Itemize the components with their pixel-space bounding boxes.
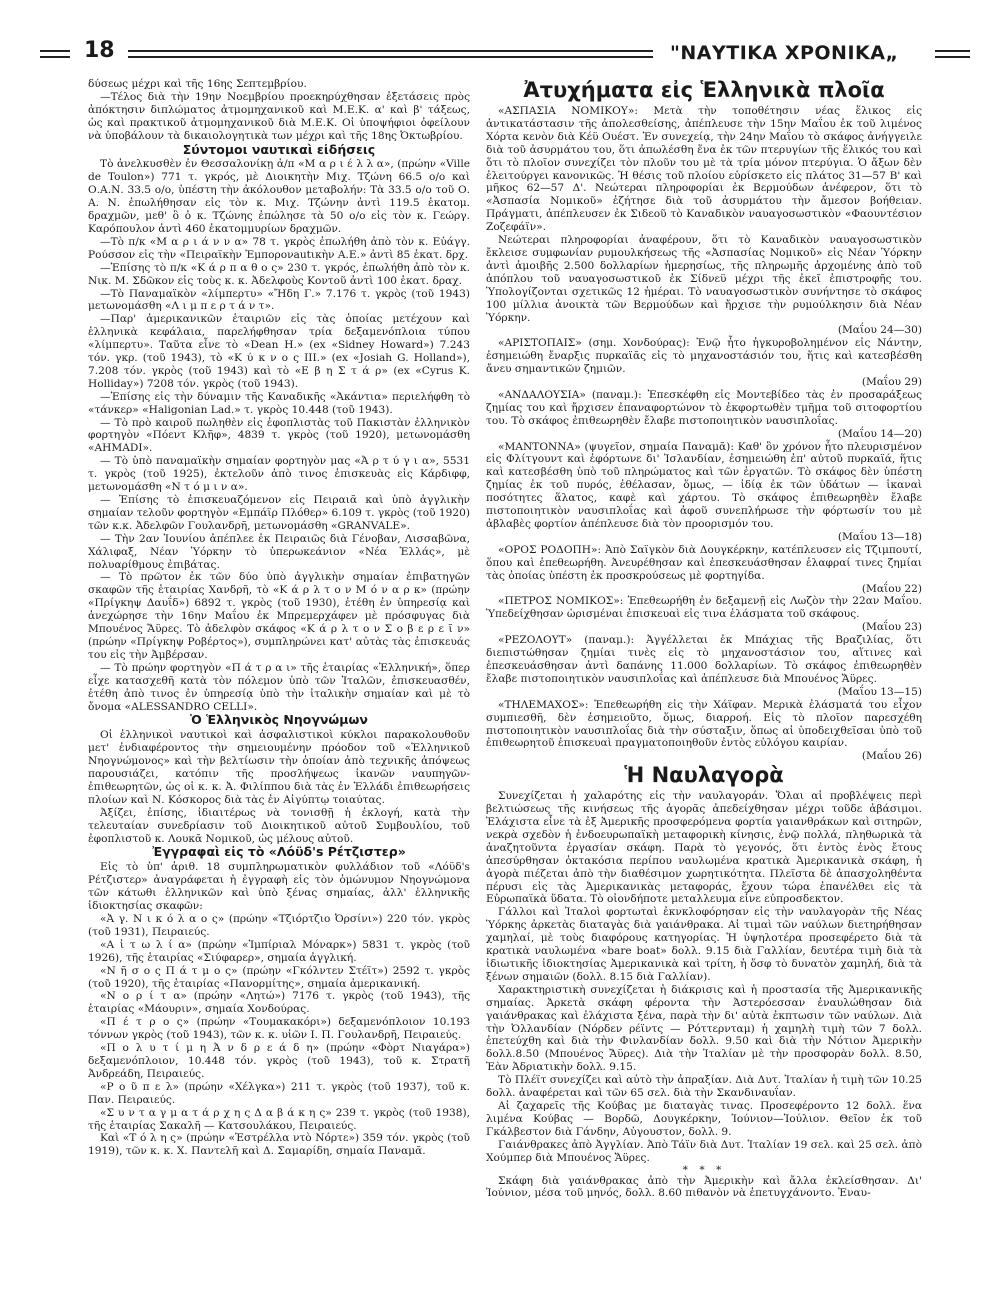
paragraph: «ΠΕΤΡΟΣ ΝΟΜΙΚΟΣ»: Ἐπεθεωρήθη ἐν δεξαμενῇ εἰς Λωζὸν τὴν 22αν Μαΐου. Ὑπεδείχθησαν ὡρισμέναι ἐπισκευαὶ εἰς τινα ἐλάσματα τοῦ σκάφους. — [486, 595, 922, 621]
paragraph: — Τὴν 2αν Ἰουνίου ἀπέπλεε ἐκ Πειραιῶς διὰ Γένοβαν, Λισσαβῶνα, Χάλιφαξ, Νέαν Ὑόρκην τὸ ὑπερωκεάνιον «Νέα Ἑλλάς», μὲ πολυαρίθμους ἐπιβάτας. — [88, 532, 470, 571]
paragraph: «ΟΡΟΣ ΡΟΔΟΠΗ»: Ἀπὸ Σαϊγκὸν διὰ Δουγκέρκην, κατέπλευσεν εἰς Τζιμπουτί, ὅπου καὶ ἐπεθεωρήθη. Ἀνευρέθησαν καὶ ἐπεσκευάσθησαν ἐλαφραί τινες ζημίαι τὰς ὁποίας ὑπέστη ἐκ προσκρούσεως μὲ φορτηγίδα. — [486, 543, 922, 582]
paragraph: —Τὸ π/κ «Μ α ρ ι ά ν ν α» 78 τ. γκρὸς ἐπωλήθη ἀπὸ τὸν κ. Εὐάγγ. Ρούσσον εἰς τὴν «Πειραϊκὴν Ἐμπορονautικὴν Α.Ε.» ἀντὶ 85 ἑκατ. δρχ. — [88, 235, 470, 261]
ship-entry: «Ν ῆ σ ο ς Π ά τ μ ο ς» (πρώην «Γκόλντεν Στέϊτ») 2592 τ. γκρὸς (τοῦ 1920), τῆς ἑταιρίας «Πανορμίτης», σημαία ἀμερικανική. — [88, 964, 470, 990]
section-heading: Ἐγγραφαὶ εἰς τὸ «Λόϋδ's Ρέτζιστερ» — [152, 844, 406, 860]
dateline: (Μαΐου 13—15) — [837, 685, 922, 698]
page-header — [40, 40, 960, 70]
ship-entry: «Ν ο ρ ί τ α» (πρώην «Λητώ») 7176 τ. γκρὸς (τοῦ 1943), τῆς ἑταιρίας «Μάουριν», σημαία Χονδούρας. — [88, 990, 470, 1016]
dateline: (Μαΐου 14—20) — [837, 427, 922, 440]
dateline: (Μαΐου 26) — [861, 750, 922, 763]
dateline: (Μαΐου 24—30) — [837, 324, 922, 337]
header-rule — [935, 50, 970, 58]
dateline: (Μαΐου 22) — [861, 582, 922, 595]
paragraph: —Ἐπίσης τὸ π/κ «Κ ά ρ π α θ ο ς» 230 τ. γκρός, ἐπωλήθη ἀπὸ τὸν κ. Νικ. Μ. Σδῶκον εἰς τοὺς κ. κ. Ἀδελφοὺς Κοντοῦ ἀντὶ 100 ἑκατ. δραχ. — [88, 261, 470, 287]
paragraph: «ΤΗΛΕΜΑΧΟΣ»: Ἐπεθεωρήθη εἰς τὴν Χάϊφαν. Μερικὰ ἐλάσματά του εἶχον συμπιεσθῆ, δὲν ἐσημειοῦτο, ὅμως, διαρροή. Εἰς τὸ πλοῖον παρεσχέθη πιστοποιητικὸν ναυσιπλοΐας διὰ τὴν σύσταξιν, ὅπως αἱ ὑποδειχθεῖσαι ὑπὸ τοῦ ἐπιθεωρητοῦ ἐπισκευαὶ πραγματοποιηθοῦν ἐντὸς εὐλόγου καιρίαν. — [486, 698, 922, 750]
ship-entry: «Α ἰ τ ω λ ί α» (πρώην «Ἰμπίριαλ Μόναρκ») 5831 τ. γκρὸς (τοῦ 1926), τῆς ἑταιρίας «Σιύφαρερ», σημαία ἀγγλική. — [88, 938, 470, 964]
paragraph: «ΑΡΙΣΤΟΠΑΙΣ» (σημ. Χονδούρας): Ἐνῷ ἦτο ἠγκυροβολημένον εἰς Νάντην, ἐσημειώθη ἔναρξις πυρκαϊᾶς εἰς τὸ μηχανοστάσιόν του, ἥτις καὶ κατεσβέσθη ἄνευ σημαντικῶν ζημιῶν. — [486, 337, 922, 376]
header-rule — [128, 50, 653, 58]
ship-entry: «Ἀ γ. Ν ι κ ό λ α ο ς» (πρώην «Τζιόρτζιο Ὀρσίνι») 220 τόν. γκρὸς (τοῦ 1931), Πειραιεύς. — [88, 913, 470, 938]
paragraph: —Τέλος διὰ τὴν 19ην Νοεμβρίου προεκηρύχθησαν ἐξετάσεις πρὸς ἀπόκτησιν διπλώματος ἀτμομηχανικοῦ καὶ Μ.Ε.Κ. α' καὶ β' τάξεως, ὡς καὶ πρακτικοῦ ἀτμομηχανικοῦ διὰ Μ.Ε.Κ. Οἱ ὑποψήφιοι ὀφείλουν νὰ ὑποβάλουν τὰ δικαιολογητικὰ των μέχρι καὶ τῆς 18ης Ὀκτωβρίου. — [88, 90, 470, 142]
paragraph: «ΑΣΠΑΣΙΑ ΝΟΜΙΚΟΥ»: Μετὰ τὴν τοποθέτησιν νέας ἕλικος εἰς ἀντικατάστασιν τῆς ἀπολεσθείσης, ἀπέπλευσε τὴν 15ην Μαΐου ἐκ τοῦ λιμένος Χόρτα κενὸν διὰ Κέϋ Ουέστ. Ἐν συνεχείᾳ, τὴν 24ην Μαΐου τὸ σκάφος ἀνήγγειλε διὰ τοῦ ἀσυρμάτου του, ὅτι ἀπωλέσθη ἕνα ἐκ τῶν πτερυγίων τῆς ἕλικός του καὶ ὅτι τὸ πλοῖον συνεχίζει τὸν πλοῦν του μὲ τὰ τρία μόνον πτερύγια. Ὁ ἄξων δὲν ἐλειτούργει κανονικῶς. Ἡ θέσις τοῦ πλοίου εὑρίσκετο εἰς πλάτος 31—57 Β' καὶ μῆκος 62—57 Δ'. Νεώτεραι πληροφορίαι ἐκ Βερμούδων ἀνέφερον, ὅτι τὸ «Ἀσπασία Νομικοῦ» ἐζήτησε διὰ τοῦ ἀσυρμάτου τὴν ἄμεσον βοήθειαν. Πράγματι, ἀπέπλευσεν ἐκ Σιδεοῦ τὸ Καναδικὸν ναυαγοσωστικὸν «Φαουντέσιον Ζοζεφάϊν». — [486, 105, 922, 234]
paragraph: — Τὸ πρὸ καιροῦ πωληθὲν εἰς ἐφοπλιστὰς τοῦ Πακιστὰν ἑλληνικὸν φορτηγὸν «Πόεντ Κλῆφ», 4839 τ. γκρὸς (τοῦ 1920), μετωνομάσθη «AHMADI». — [88, 416, 470, 455]
paragraph: Ἀξίζει, ἐπίσης, ἰδιαιτέρως νὰ τονισθῇ ἡ ἐκλογή, κατὰ τὴν τελευταίαν συνεδρίασιν τοῦ Διοικητικοῦ αὐτοῦ Συμβουλίου, τοῦ ἐφοπλιστοῦ κ. Λουκᾶ Νομικοῦ, ὡς μέλους αὐτοῦ. — [88, 806, 470, 845]
paragraph: —Παρ' ἀμερικανικῶν ἑταιριῶν εἰς τὰς ὁποίας μετέχουν καὶ ἑλληνικὰ κεφάλαια, παρελήφθησαν τρία δεξαμενόπλοια τύπου «λίμπερτυ». Ταῦτα εἶνε τὸ «Dean H.» (ex «Sidney Howard») 7.243 τόν. γκρ. (τοῦ 1943), τὸ «Κ ύ κ ν ο ς ΙΙΙ.» (ex «Josiah G. Holland»), 7.208 τόν. γκρὸς (τοῦ 1943) καὶ τὸ «Ε β η Σ τ ά ρ» (ex «Cyrus K. Holliday») 7208 τόν. γκρὸς (τοῦ 1943). — [88, 313, 470, 390]
paragraph: Χαρακτηριστικὴ συνεχίζεται ἡ διάκρισις καὶ ἡ προστασία τῆς Ἀμερικανικῆς σημαίας. Ἀρκετὰ σκάφη φέροντα τὴν Ἀστερόεσσαν ἐναυλώθησαν διὰ γαιάνθρακας καὶ ἐλάχιστα ξένα, παρὰ τὴν δι' αὐτὰ ἐκπτωσιν τῶν ναύλων. Διὰ τὴν Ὀλλανδίαν (Νόρδεν ρέϊντς — Ρόττερνταμ) ἡ χαμηλὴ τιμὴ τῶν 7 δολλ. ἐπετεύχθη καὶ διὰ τὴν Φινλανδίαν δολλ. 9.50 καὶ διὰ τὴν Νότιον Ἀμερικὴν δολλ.8.50 (Μπουένος Ἄϋρες). Διὰ τὴν Ἰταλίαν μὲ τὴν προσφορὰν δολλ. 8.50, Ἐὰν Ἀδριατικὴν δολλ. 9.15. — [486, 983, 922, 1074]
paragraph: «ΡΕΖΟΛΟΥΤ» (παναμ.): Ἀγγέλλεται ἐκ Μπάχιας τῆς Βραζιλίας, ὅτι διεπιστώθησαν ζημίαι τινὲς εἰς τὸ μηχανοστάσιον του, αἵτινες καὶ ἐπεσκευάσθησαν ἀντὶ δαπάνης 11.000 δολλαρίων. Τὸ σκάφος ἐπιθεωρηθὲν ἔλαβε πιστοποιητικὸν ναυσιπλοΐας καὶ ἀπέπλευσε διὰ Μπουένος Ἄϋρες. — [486, 634, 922, 685]
paragraph: Τὸ ἀνελκυσθὲν ἐν Θεσσαλονίκῃ ἀ/π «Μ α ρ ι έ λ λ α», (πρώην «Ville de Toulon») 771 τ. γκρός, μὲ Διοικητὴν Μιχ. Τζώνη 66.5 ο/ο καὶ Ο.Α.Ν. 33.5 ο/ο, ὑπέστη τὴν ἀκόλουθον μεταβολήν: Τὰ 33.5 ο/ο τοῦ Ο. Α. Ν. ἐπωλήθησαν εἰς τὸν κ. Μιχ. Τζώνην ἀντὶ 119.5 ἑκατομ. δραχμῶν, μεθ' ὃ ὁ κ. Τζώνης ἐπώλησε τὰ 50 ο/ο εἰς τὸν κ. Γεώργ. Καρόπουλον ἀντὶ 460 ἑκατομμυρίων δραχμῶν. — [88, 158, 470, 235]
paragraph: Νεώτεραι πληροφορίαι ἀναφέρουν, ὅτι τὸ Καναδικὸν ναυαγοσωστικὸν ἔκλεισε συμφωνίαν ρυμουλκήσεως τῆς «Ἀσπασίας Νομικοῦ» εἰς Νέαν Ὑόρκην ἀντὶ ἀμοιβῆς 2.500 δολλαρίων ἡμερησίως, τῆς πληρωμῆς ἀρχομένης ἀπὸ τοῦ ἀπόπλου τοῦ ναυαγοσωστικοῦ ἐκ Σίδνεϋ μέχρι τῆς ἐκεῖ ἐπιστροφῆς του. Ὑπολογίζονται σχετικῶς 12 ἡμέραι. Τὸ ναυαγοσωστικὸν συνήντησε τὸ σκάφος 100 μίλλια ἀνοικτὰ τῶν Βερμούδων καὶ ἤρχισε τὴν ρυμούλκησιν διὰ Νέαν Ὑόρκην. — [486, 234, 922, 324]
paragraph: Συνεχίζεται ἡ χαλαρότης εἰς τὴν ναυλαγοράν. Ὅλαι αἱ προβλέψεις περὶ βελτιώσεως τῆς κινήσεως τῆς ἀγορᾶς ἀπεδείχθησαν μέχρι τοῦδε ἀβάσιμοι. Ἐλάχιστα εἶνε τὰ ἐξ Ἀμερικῆς προσφερόμενα φορτία γαιανθράκων καὶ σιτηρῶν, νεκρὰ σχεδὸν ἡ ἐνδοευρωπαϊκὴ μεταφορικὴ κίνησις, ἐνῷ πολλά, πληθωρικὰ τὰ ἀναζητοῦντα ἐργασίαν σκάφη. Παρὰ τὸ γεγονός, ὅτι ἐντὸς ἑνὸς ἔτους ἀπεσύρθησαν ὀκτακόσια περίπου ναυλωμένα κρατικὰ Ἀμερικανικὰ σκάφη, ἡ ἀγορὰ πιέζεται ἀπὸ τὴν διαθέσιμον χωρητικότητα. Πλεῖστα δὲ ἀπασχοληθέντα πέρυσι εἰς τὰς Ἀμερικανικὰς μεταφοράς, ἔχουν τώρα ἐπανέλθει εἰς τὰ Εὐρωπαϊκὰ ὕδατα. Τὸ οἰονδήποτε μεταλλευμα εἶνε εὐπροσδεκτον. — [486, 790, 922, 906]
paragraph: —Ἐπίσης εἰς τὴν δύναμιν τῆς Καναδικῆς «Ἀκάντια» περιελήφθη τὸ «τάνκερ» «Haligonian Lad.» τ. γκρὸς 10.448 (τοῦ 1943). — [88, 390, 470, 416]
ship-entry: «Ρ ο ῦ π ε λ» (πρώην «Χέλγκα») 211 τ. γκρὸς (τοῦ 1937), τοῦ κ. Παν. Πειραιεύς. — [88, 1080, 470, 1106]
left-column — [88, 78, 470, 1158]
paragraph: Εἰς τὸ ὑπ' ἀριθ. 18 συμπληρωματικὸν φυλλάδιον τοῦ «Λόϋδ's Ρέτζιστερ» ἀναγράφεται ἡ ἐγγραφὴ εἰς τὸν ὁμώνυμον Νηογνώμονα τῶν κάτωθι ἑλληνικῶν καὶ ὑπὸ ξένας σημαίας, ἀλλ' ἑλληνικῆς ἰδιοκτησίας σκαφῶν: — [88, 861, 470, 913]
paragraph: Οἱ ἑλληνικοὶ ναυτικοὶ καὶ ἀσφαλιστικοὶ κύκλοι παρακολουθοῦν μετ' ἐνδιαφέροντος τὴν σημειουμένην πρόοδον τοῦ «Ἑλληνικοῦ Νηογνώμονος» καὶ τὴν βελτίωσιν τὴν ὁποίαν ἀπὸ τεχνικῆς ἀπόψεως παρουσιάζει, κατόπιν τῆς προσλήψεως ἱκανῶν ναυπηγῶν-ἐπιθεωρητῶν, ὡς οἱ κ. κ. Ἀ. Φιλίππου διὰ τὰς ἐν Ἑλλάδι ἐπιθεωρήσεις πλοίων καὶ Ν. Κόσκορος διὰ τὰς ἐν Αἰγύπτῳ τοιαύτας. — [88, 729, 470, 806]
paragraph: — Τὸ πρώην φορτηγὸν «Π ά τ ρ α ι» τῆς ἑταιρίας «Ἑλληνική», ὅπερ εἶχε κατασχεθῆ κατὰ τὸν πόλεμον ὑπὸ τῶν Ἰταλῶν, ἐπισκευασθέν, ἐτέθη ἀπὸ τινος ἐν ὑπηρεσίᾳ ὑπὸ τὴν ἰταλικὴν σημαίαν καὶ μὲ τὸ ὄνομα «ALESSANDRO CELLI». — [88, 661, 470, 713]
paragraph: «ΜΑΝΤΟΝΝΑ» (ψυγεῖον, σημαία Παναμᾶ): Καθ' ὃν χρόνον ἦτο πλευρισμένον εἰς Φλίτγουντ καὶ ἐφόρτωνε δι' Ἰσλανδίαν, ἐσημειώθη ἐπ' αὐτοῦ πυρκαϊά, ἥτις καὶ κατεσβέσθη ὑπὸ τοῦ πληρώματος καὶ τῶν ἐργατῶν. Τὸ σκάφος δὲν ὑπέστη ζημίας ἐκ τοῦ πυρός, ἐθέλασαν, ὅμως, — ἰδίᾳ ἐκ τῶν ὑδάτων — ἱκαναὶ ποσότητες ἅλατος, καφὲ καὶ χάρτου. Τὸ σκάφος ἐπιθεωρηθὲν ἔλαβε πιστοποιητικὸν ναυσιπλοΐας καὶ ἀφοῦ συνεπλήρωσε τὴν φόρτωσίν του μὲ ἀβλαβὲς φορτίον ἀπέπλευσε διὰ τὸν προορισμόν του. — [486, 440, 922, 530]
ship-entry: Καὶ «Τ ό λ η ς» (πρώην «Ἐστρέλλα ντὸ Νόρτε») 359 τόν. γκρὸς (τοῦ 1919), τῶν κ. κ. Χ. Παντελῆ καὶ Δ. Σαμαρίδη, σημαία Παναμᾶ. — [88, 1132, 470, 1158]
paragraph: Γάλλοι καὶ Ἰταλοὶ φορτωταὶ ἐκνκλοφόρησαν εἰς τὴν ναυλαγορὰν τῆς Νέας Ὑόρκης ἀρκετὰς διαταγὰς διὰ γαιάνθρακα. Αἱ τιμαὶ τῶν ναύλων διετηρήθησαν χαμηλαί, μὲ τοὺς διαφόρους κατηγορίας. Ἡ ὑψηλοτέρα προσεφέρετο διὰ τὰ κρατικὰ ναυλωμένα «bare boat» δολλ. 9.15 διὰ Γαλλίαν, δευτέρα τιμὴ διὰ τὰ ἰδιωτικῆς ἰδιοκτησίας Ἀμερικανικὰ καὶ τρίτη, ἡ ὅσφ τὸ δυνατὸν χαμηλή, διὰ τὰ ξένων σημαιῶν (δολλ. 8.15 διὰ Γαλλίαν). — [486, 906, 922, 983]
paragraph: Γαιάνθρακες ἀπὸ Ἀγγλίαν. Ἀπὸ Τάϊν διὰ Δυτ. Ἰταλίαν 19 σελ. καὶ 25 σελ. ἀπὸ Χούμπερ διὰ Μπουένος Ἄϋρες. — [486, 1138, 922, 1164]
paragraph: δύσεως μέχρι καὶ τῆς 16ης Σεπτεμβρίου. — [88, 78, 307, 90]
publication-title: "ΝΑΥΤΙΚΑ ΧΡΟΝΙΚΑ„ — [670, 42, 899, 64]
paragraph: Τὸ Πλέϊτ συνεχίζει καὶ αὐτὸ τὴν ἀπραξίαν. Διὰ Δυτ. Ἰταλίαν ἡ τιμὴ τῶν 10.25 δολλ. ἀναφέρεται καὶ τῶν 65 σελ. διὰ τὴν Σκανδιναυΐαν. — [486, 1074, 922, 1100]
ship-entry: «Π ο λ υ τ ί μ η Ἀ ν δ ρ ε ά δ η» (πρώην «Φὸρτ Νιαγάρα») δεξαμενόπλοιον, 10.448 τόν. γκρὸς (τοῦ 1943), τοῦ κ. Στρατῆ Ἀνδρεάδη, Πειραιεύς. — [88, 1042, 470, 1080]
paragraph: Αἱ ζαχαρεῖς τῆς Κούβας με διαταγὰς τινας. Προσεφέροντο 12 δολλ. ἕνα λιμένα Κούβας — Βορδῶ, Δουγκέρκην, Ἰούνιον—Ἰούλιον. Θεῖον ἐκ τοῦ Γκάλβεστον διὰ Γάνδην, Αὐγουστον, δολλ. 9. — [486, 1099, 922, 1138]
section-separator: * * * — [682, 1163, 726, 1176]
paragraph: — Τὸ ὑπὸ παναμαϊκὴν σημαίαν φορτηγὸν μας «Ἀ ρ τ ύ γ ι α», 5531 τ. γκρὸς (τοῦ 1925), ἐκτελοῦν ἀπὸ τινος ἐπισκευὰς εἰς Κάρδιφφ, μετωνομάσθη «Ν τ ό μ ι ν α». — [88, 455, 470, 494]
dateline: (Μαΐου 23) — [861, 621, 922, 634]
dateline: (Μαΐου 29) — [861, 376, 922, 389]
header-rule — [40, 50, 70, 58]
paragraph: «ΑΝΔΑΛΟΥΣΙΑ» (παναμ.): Ἐπεσκέφθη εἰς Μοντεβίδεο τὰς ἐν προσαράξεως ζημίας του καὶ ἤρχισεν ἐπαναφορτώνον τὸ ἐκφορτωθὲν τμῆμα τοῦ σιτοφορτίου του. Τὸ σκάφος ἐπιθεωρηθὲν ἔλαβε πιστοποιητικὸν ναυσιπλοΐας. — [486, 388, 922, 427]
section-heading: Σύντομοι ναυτικαὶ εἰδήσεις — [182, 141, 376, 157]
paragraph: —Τὸ Παναμαϊκὸν «λίμπερτυ» «Ἤδη Γ.» 7.176 τ. γκρὸς (τοῦ 1943) μετωνομάσθη «Λ ι μ π ε ρ τ ά ν τ». — [88, 287, 470, 313]
paragraph: — Ἐπίσης τὸ ἐπισκευαζόμενον εἰς Πειραιᾶ καὶ ὑπὸ ἀγγλικὴν σημαίαν τελοῦν φορτηγὸν «Εμπάϊρ Πλόθερ» 6.109 τ. γκρὸς (τοῦ 1920) τῶν κ.κ. Ἀδελφῶν Γουλανδρῆ, μετωνομάσθη «GRANVALE». — [88, 494, 470, 532]
ship-entry: «Π έ τ ρ ο ς» (πρώην «Τουμακακόρι») δεξαμενόπλοιον 10.193 τόννων γκρὸς (τοῦ 1943), τῶν κ. κ. υἱῶν Ι. Π. Γουλανδρῆ, Πειραιεύς. — [88, 1016, 470, 1042]
section-heading: Ἡ Ναυλαγορὰ — [624, 763, 784, 788]
section-heading: Ὁ Ἑλληνικὸς Νηογνώμων — [190, 712, 368, 728]
page-number: 18 — [84, 38, 115, 63]
section-heading: Ἀτυχήματα εἰς Ἑλληνικὰ πλοῖα — [523, 78, 885, 102]
ship-entry: «Σ υ ν τ α γ μ α τ ά ρ χ η ς Δ α β ά κ η ς» 239 τ. γκρὸς (τοῦ 1938), τῆς ἑταιρίας Σακαλῆ — Κατσουλάκου, Πειραιεύς. — [88, 1106, 470, 1132]
dateline: (Μαΐου 13—18) — [837, 530, 922, 543]
paragraph: Σκάφη διὰ γαιάνθρακας ἀπὸ τὴν Ἀμερικὴν καὶ ἄλλα ἐκλείσθησαν. Δι' Ἰούνιον, μέσα τοῦ μηνός, δολλ. 8.60 πιθανὸν νὰ ἐπετυγχάνοντο. Ἐναυ- — [486, 1174, 922, 1200]
paragraph: — Τὸ πρῶτον ἐκ τῶν δύο ὑπὸ ἀγγλικὴν σημαίαν ἐπιβατηγῶν σκαφῶν τῆς ἑταιρίας Χανδρῆ, τὸ «Κ ά ρ λ τ ο ν Μ ό ν α ρ κ» (πρώην «Πρίγκηψ Δαυΐδ») 6892 τ. γκρὸς (τοῦ 1930), ἐτέθη ἐν ὑπηρεσίᾳ καὶ ἀνεχώρησε τὴν 16ην Μαΐου ἐκ Μπρεμερχάφεν μὲ πρόσφυγας διὰ Μπουένος Ἄϋρες. Τὸ ἀδελφὸν σκάφος «Κ ά ρ λ τ ο ν Σ ο β ε ρ ε ῖ ν» (πρώην «Πρίγκηψ Ροβέρτος»), συμπληρώνει κατ' αὐτὰς τὰς ἐπισκευάς του εἰς τὴν Ἀμβέρσαν. — [88, 571, 470, 661]
right-column — [486, 78, 922, 1200]
